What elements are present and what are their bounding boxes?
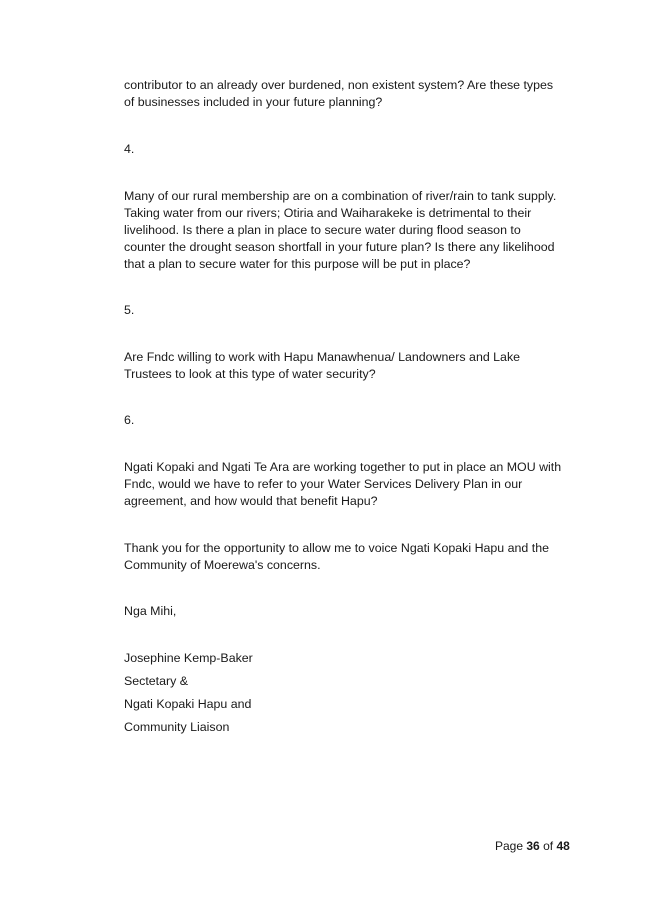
item-number-5: 5. (124, 303, 135, 317)
paragraph-thanks: Thank you for the opportunity to allow me to voice Ngati Kopaki Hapu and the Community of Moerewa's concerns. (124, 541, 549, 572)
item-number-4: 4. (124, 142, 135, 156)
total-page-count: 48 (556, 839, 570, 853)
paragraph-mou: Ngati Kopaki and Ngati Te Ara are working together to put in place an MOU with Fndc, would we have to refer to your Water Services Delivery Plan in our agreement, and how would that benefit Hapu? (124, 460, 562, 508)
signature-role: Community Liaison (124, 720, 230, 734)
of-word: of (543, 839, 554, 853)
closing-salutation: Nga Mihi, (124, 604, 177, 618)
signature-title: Sectetary & (124, 674, 189, 688)
paragraph-rural-water: Many of our rural membership are on a combination of river/rain to tank supply. Taking water from our rivers; Otiria and Waiharakeke is detrimental to their livelihood. Is there a plan in place to secure water during flood season to counter the drought season shortfall in your future plan? Is there any likelihood that a plan to secure water for this purpose will be put in place? (124, 189, 557, 271)
page-word: Page (495, 839, 524, 853)
signature-name: Josephine Kemp-Baker (124, 651, 253, 665)
paragraph-water-security: Are Fndc willing to work with Hapu Manawhenua/ Landowners and Lake Trustees to look at this type of water security? (124, 350, 521, 381)
signature-organisation: Ngati Kopaki Hapu and (124, 697, 252, 711)
page-number-footer (495, 838, 570, 854)
item-number-6: 6. (124, 413, 135, 427)
paragraph-continuation: contributor to an already over burdened, non existent system? Are these types of businesses included in your future planning? (124, 78, 554, 109)
current-page-number: 36 (526, 839, 540, 853)
